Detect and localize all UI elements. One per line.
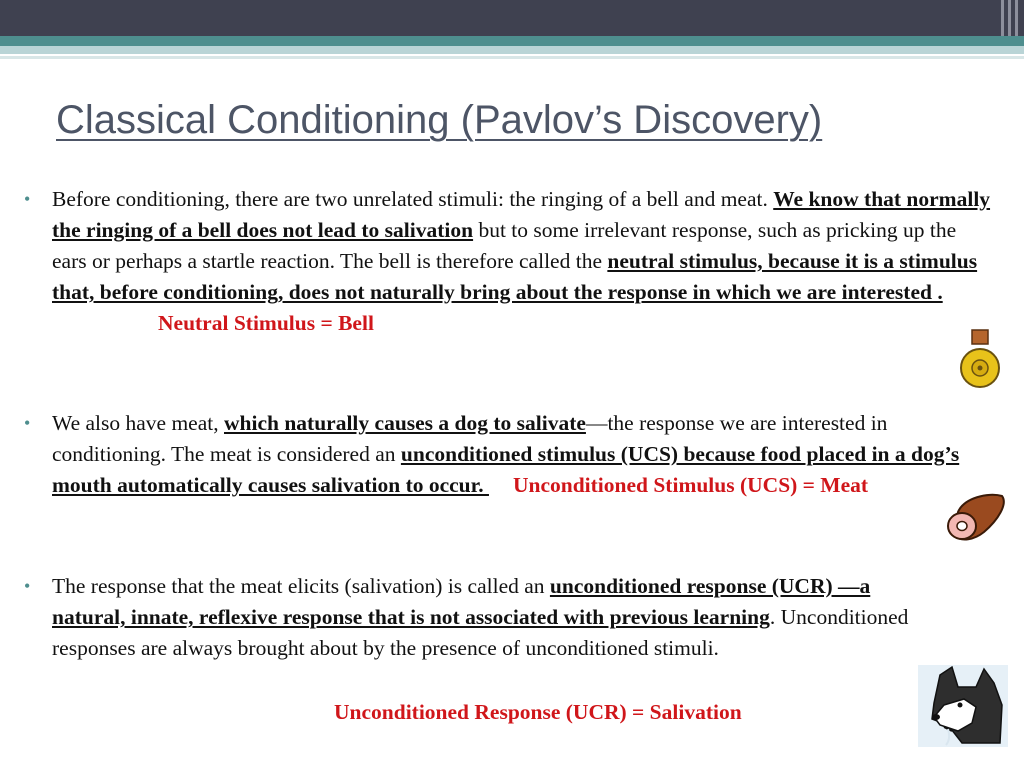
bullet-unconditioned-response	[24, 571, 994, 664]
bullet-text	[52, 184, 994, 339]
bullet-marker: •	[24, 189, 31, 209]
emphasis-run: which naturally causes a dog to salivate	[224, 411, 586, 435]
bullet-unconditioned-stimulus	[24, 408, 994, 501]
bullet-text	[52, 408, 994, 501]
bullet-text	[52, 571, 932, 664]
bullet-marker: •	[24, 576, 31, 596]
bullet-neutral-stimulus	[24, 184, 994, 339]
emphasis-run: We know that normally the ringing of a bell does not lead to salivation	[52, 187, 991, 242]
header-stripes	[990, 0, 1024, 36]
header-band-teal	[0, 36, 1024, 46]
text-run: but to some irrelevant response, such as pricking up the ears or perhaps a startle reaction. The bell is therefore called the	[52, 218, 957, 273]
emphasis-run: unconditioned stimulus (UCS) because food placed in a dog’s mouth automatically causes salivation to occur.	[52, 442, 960, 497]
neutral-stimulus-label: Neutral Stimulus = Bell	[158, 311, 374, 335]
emphasis-run: neutral stimulus, because it is a stimulus that, before conditioning, does not naturally bring about the response in which we are interested .	[52, 249, 978, 304]
dog-icon	[918, 665, 1008, 747]
text-run: . Unconditioned responses are always brought about by the presence of unconditioned stimuli.	[52, 605, 909, 660]
header-band-light	[0, 46, 1024, 54]
header-bar	[0, 0, 1024, 36]
text-run: We also have meat,	[52, 411, 224, 435]
ucs-label: Unconditioned Stimulus (UCS) = Meat	[512, 473, 869, 497]
bell-icon	[958, 328, 1002, 390]
header-band-line	[0, 56, 1024, 59]
ucr-label: Unconditioned Response (UCR) = Salivation	[334, 700, 742, 724]
text-run: Before conditioning, there are two unrelated stimuli: the ringing of a bell and meat.	[52, 187, 774, 211]
bullet-marker: •	[24, 413, 31, 433]
meat-icon	[944, 490, 1008, 544]
slide-title: Classical Conditioning (Pavlov’s Discovery)	[56, 98, 823, 142]
emphasis-run: unconditioned response (UCR) —a natural, innate, reflexive response that is not associated with previous learning	[52, 574, 871, 629]
text-run: The response that the meat elicits (salivation) is called an	[52, 574, 550, 598]
text-run: —the response we are interested in conditioning. The meat is considered an	[52, 411, 888, 466]
